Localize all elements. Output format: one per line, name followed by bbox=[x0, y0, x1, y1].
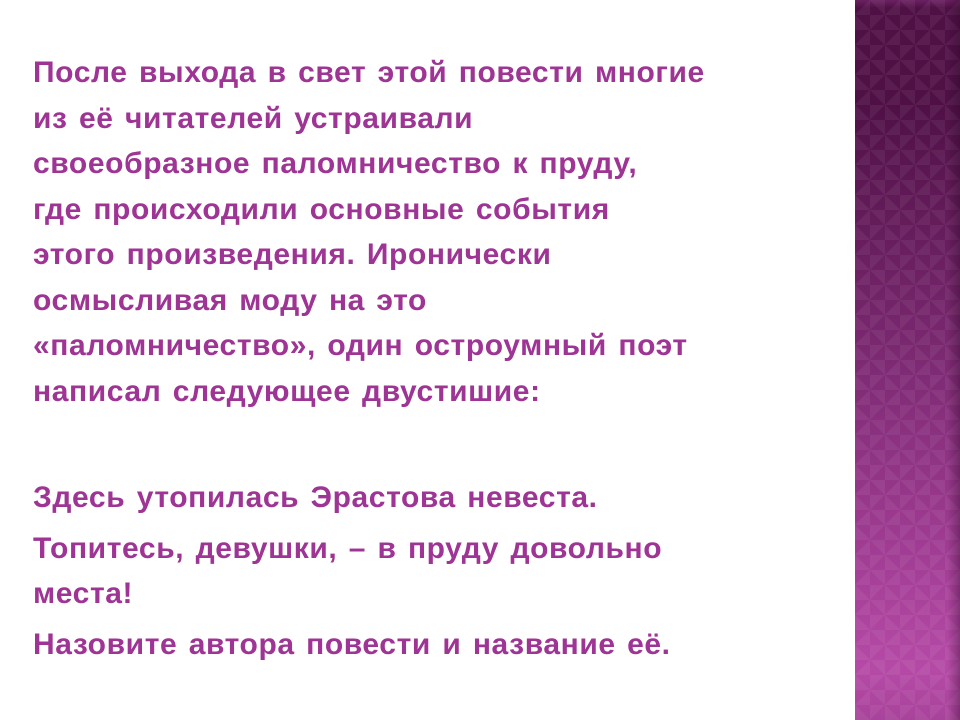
text-line: «паломничество», один остроумный поэт bbox=[33, 329, 688, 362]
decorative-sidebar bbox=[855, 0, 960, 720]
couplet-line-1 bbox=[33, 475, 833, 521]
couplet-line-2 bbox=[33, 526, 833, 617]
text-line: Назовите автора повести и название её. bbox=[33, 627, 671, 661]
question-line bbox=[33, 622, 833, 668]
text-line: этого произведения. Иронически bbox=[33, 238, 552, 271]
text-line: написал следующее двустишие: bbox=[33, 374, 541, 408]
slide-text-block bbox=[33, 50, 833, 667]
text-line: После выхода в свет этой повести многие bbox=[33, 56, 705, 89]
text-line: Здесь утопилась Эрастова невеста. bbox=[33, 481, 598, 514]
intro-paragraph bbox=[33, 50, 833, 414]
text-line: места! bbox=[33, 577, 134, 610]
text-line: осмысливая моду на это bbox=[33, 283, 427, 317]
text-line: где происходили основные события bbox=[33, 192, 610, 226]
text-line: из её читателей устраивали bbox=[33, 101, 474, 135]
text-line: своеобразное паломничество к пруду, bbox=[33, 147, 638, 180]
text-line: Топитесь, девушки, – в пруду довольно bbox=[33, 531, 663, 565]
